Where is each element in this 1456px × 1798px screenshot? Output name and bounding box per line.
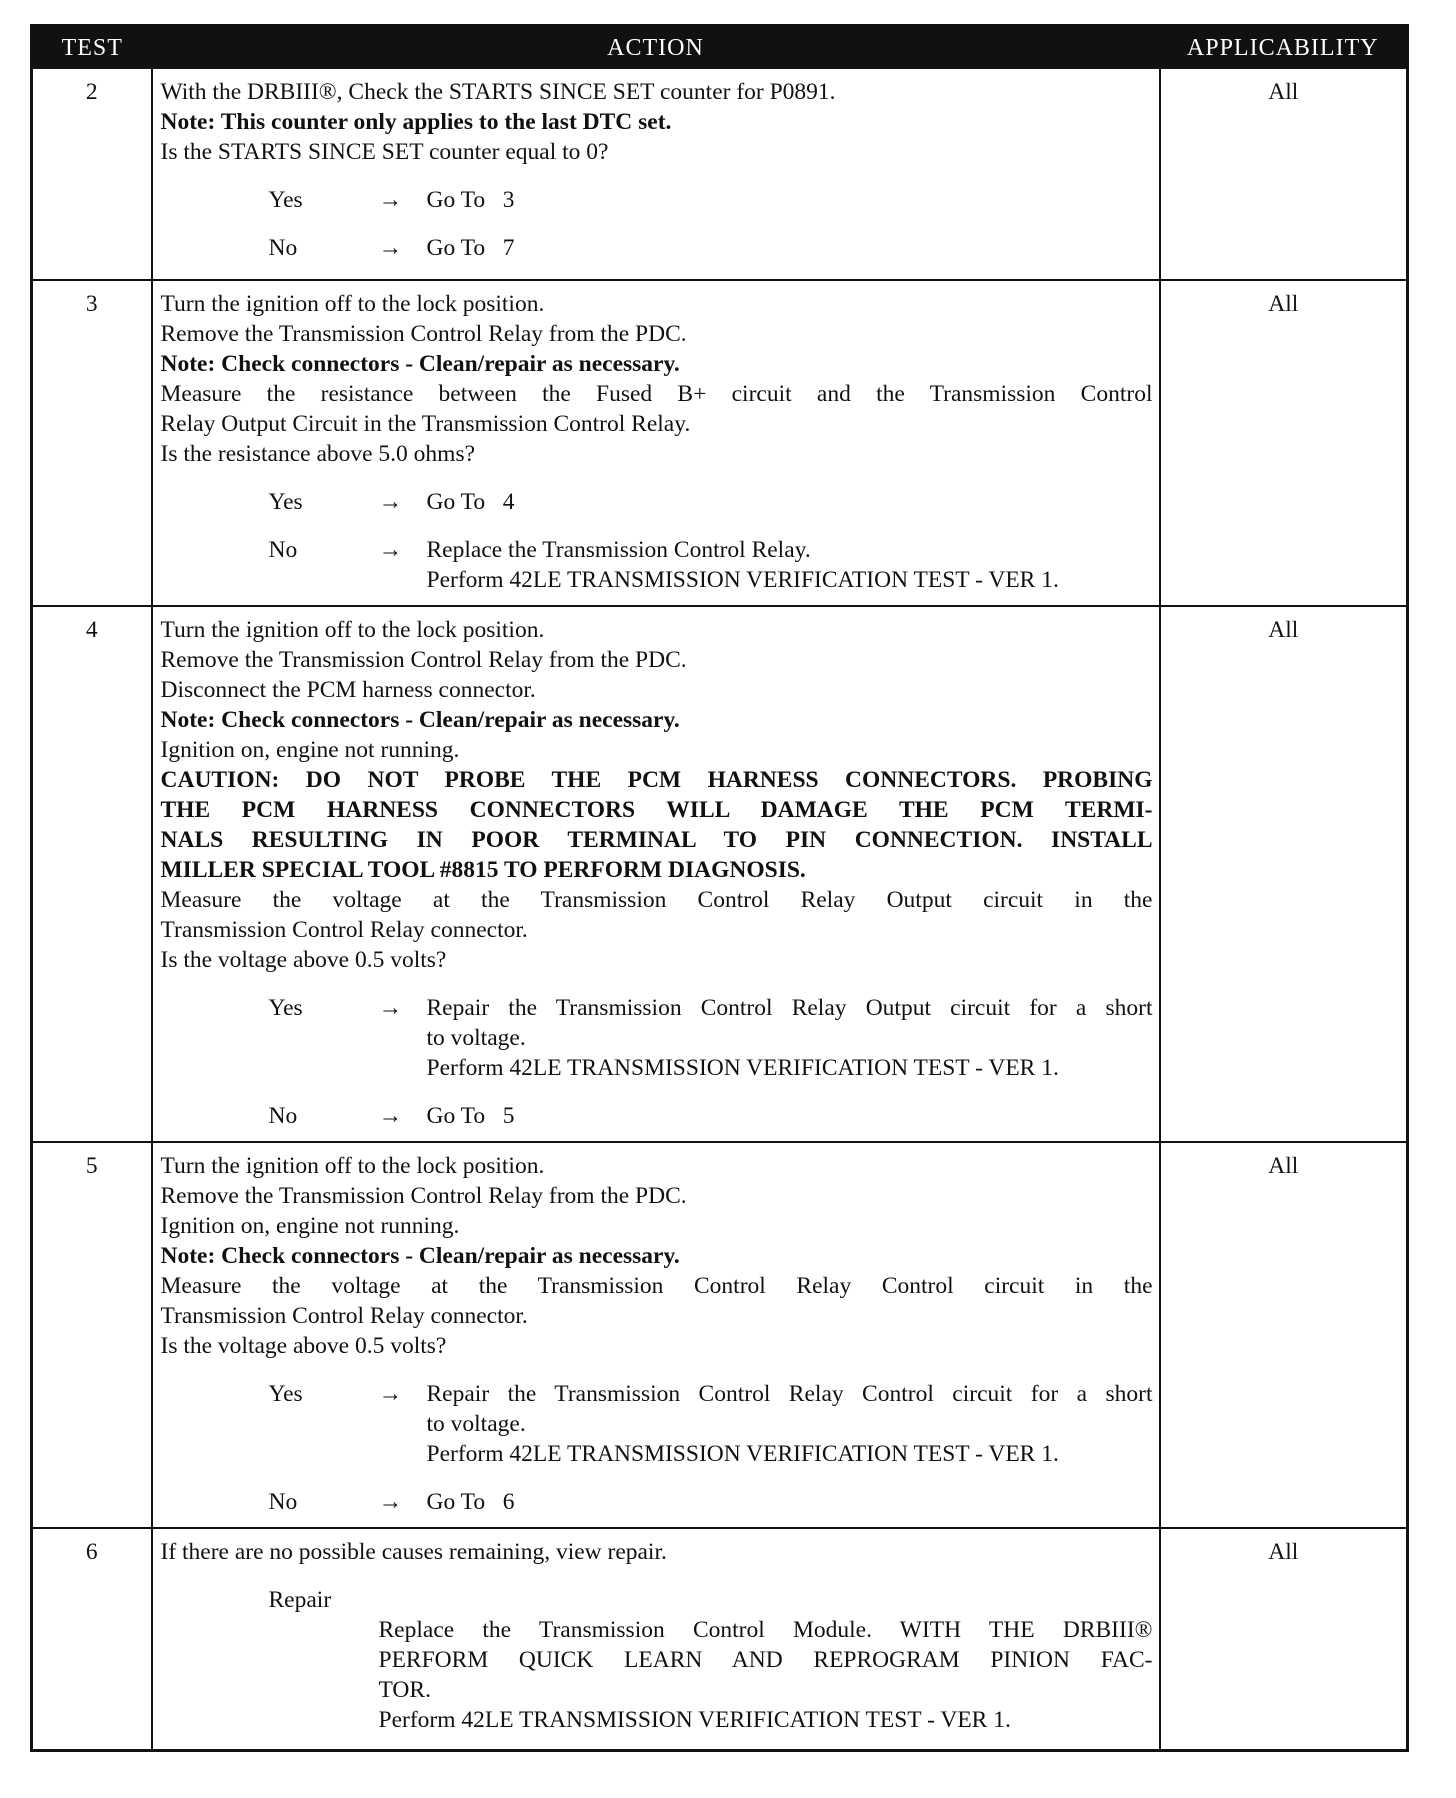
action-line: Remove the Transmission Control Relay from the PDC.	[160, 1183, 687, 1209]
action-line: Measure the voltage at the Transmission Control Relay Output circuit in the	[160, 887, 1153, 913]
repair-label: Repair	[268, 1587, 332, 1613]
action-cell	[152, 1142, 1160, 1528]
answer-yes	[161, 185, 1153, 215]
action-line: Turn the ignition off to the lock position.	[160, 1153, 545, 1179]
answer-label: Yes	[268, 1381, 303, 1407]
answer-label: Yes	[268, 489, 303, 515]
arrow-icon: →	[378, 489, 402, 515]
answer-text: Repair the Transmission Control Relay Output circuit for a short	[426, 995, 1153, 1021]
question-line: Is the resistance above 5.0 ohms?	[160, 441, 476, 467]
repair-text: Perform 42LE TRANSMISSION VERIFICATION TEST - VER 1.	[378, 1707, 1011, 1733]
caution-line: MILLER SPECIAL TOOL #8815 TO PERFORM DIAGNOSIS.	[160, 857, 806, 883]
answer-yes	[161, 993, 1153, 1083]
answer-yes	[161, 487, 1153, 517]
applicability-value: All	[1160, 280, 1408, 606]
table-header-row	[32, 26, 1408, 69]
action-line: Disconnect the PCM harness connector.	[160, 677, 536, 703]
answer-text: Go To 7	[426, 235, 515, 261]
note-line: Note: Check connectors - Clean/repair as necessary.	[160, 1243, 680, 1269]
caution-line: NALS RESULTING IN POOR TERMINAL TO PIN CONNECTION. INSTALL	[160, 827, 1153, 853]
answer-text: to voltage.	[426, 1411, 526, 1437]
header-test: TEST	[32, 26, 152, 69]
answer-text: Repair the Transmission Control Relay Control circuit for a short	[426, 1381, 1153, 1407]
arrow-icon: →	[378, 537, 402, 563]
note-line: Note: Check connectors - Clean/repair as necessary.	[160, 707, 680, 733]
caution-line: THE PCM HARNESS CONNECTORS WILL DAMAGE THE PCM TERMI-	[160, 797, 1153, 823]
header-applicability: APPLICABILITY	[1160, 26, 1408, 69]
answer-label: Yes	[268, 187, 303, 213]
answer-text: Perform 42LE TRANSMISSION VERIFICATION TEST - VER 1.	[426, 1055, 1059, 1081]
table-row	[32, 68, 1408, 280]
action-line: Turn the ignition off to the lock position.	[160, 617, 545, 643]
note-line: Note: Check connectors - Clean/repair as necessary.	[160, 351, 680, 377]
question-line: Is the STARTS SINCE SET counter equal to 0?	[160, 139, 609, 165]
answer-label: No	[268, 1103, 298, 1129]
action-line: Relay Output Circuit in the Transmission Control Relay.	[160, 411, 691, 437]
answer-no	[161, 1487, 1153, 1517]
action-line: Remove the Transmission Control Relay from the PDC.	[160, 321, 687, 347]
action-line: Measure the resistance between the Fused B+ circuit and the Transmission Control	[160, 381, 1153, 407]
action-line: Turn the ignition off to the lock position.	[160, 291, 545, 317]
answer-label: No	[268, 235, 298, 261]
arrow-icon: →	[378, 1103, 402, 1129]
answer-no	[161, 1101, 1153, 1131]
answer-text: Perform 42LE TRANSMISSION VERIFICATION TEST - VER 1.	[426, 1441, 1059, 1467]
note-line: Note: This counter only applies to the last DTC set.	[160, 109, 672, 135]
arrow-icon: →	[378, 1489, 402, 1515]
diagnostic-test-table	[30, 24, 1409, 1752]
table-row	[32, 1142, 1408, 1528]
answer-label: No	[268, 1489, 298, 1515]
action-line: Ignition on, engine not running.	[160, 1213, 460, 1239]
action-cell	[152, 280, 1160, 606]
repair-text: Replace the Transmission Control Module. WITH THE DRBIII®	[378, 1617, 1153, 1643]
action-line: If there are no possible causes remaining, view repair.	[160, 1539, 667, 1565]
test-number: 3	[32, 280, 152, 606]
action-cell	[152, 1528, 1160, 1750]
repair-text: TOR.	[378, 1677, 431, 1703]
answer-label: Yes	[268, 995, 303, 1021]
action-cell	[152, 606, 1160, 1142]
table-row	[32, 606, 1408, 1142]
action-line: Transmission Control Relay connector.	[160, 1303, 528, 1329]
answer-text: Go To 3	[426, 187, 515, 213]
answer-text: to voltage.	[426, 1025, 526, 1051]
caution-line: CAUTION: DO NOT PROBE THE PCM HARNESS CONNECTORS. PROBING	[160, 767, 1153, 793]
header-action: ACTION	[152, 26, 1160, 69]
test-number: 6	[32, 1528, 152, 1750]
arrow-icon: →	[378, 995, 402, 1021]
question-line: Is the voltage above 0.5 volts?	[160, 947, 447, 973]
action-line: With the DRBIII®, Check the STARTS SINCE SET counter for P0891.	[160, 79, 836, 105]
test-number: 2	[32, 68, 152, 280]
arrow-icon: →	[378, 187, 402, 213]
diagnostic-table-sheet	[30, 24, 1406, 1752]
repair-text: PERFORM QUICK LEARN AND REPROGRAM PINION FAC-	[378, 1647, 1153, 1673]
applicability-value: All	[1160, 1142, 1408, 1528]
answer-text: Go To 4	[426, 489, 515, 515]
question-line: Is the voltage above 0.5 volts?	[160, 1333, 447, 1359]
test-number: 4	[32, 606, 152, 1142]
arrow-icon: →	[378, 235, 402, 261]
test-number: 5	[32, 1142, 152, 1528]
action-line: Ignition on, engine not running.	[160, 737, 460, 763]
action-line: Transmission Control Relay connector.	[160, 917, 528, 943]
answer-text-group	[427, 1379, 1153, 1469]
answer-text-group	[427, 535, 1153, 595]
answer-label: No	[268, 537, 298, 563]
table-row	[32, 280, 1408, 606]
answer-no	[161, 233, 1153, 263]
action-cell	[152, 68, 1160, 280]
answer-yes	[161, 1379, 1153, 1469]
answer-no	[161, 535, 1153, 595]
answer-text: Replace the Transmission Control Relay.	[426, 537, 811, 563]
action-line: Measure the voltage at the Transmission Control Relay Control circuit in the	[160, 1273, 1153, 1299]
applicability-value: All	[1160, 68, 1408, 280]
answer-text-group	[427, 993, 1153, 1083]
applicability-value: All	[1160, 606, 1408, 1142]
applicability-value: All	[1160, 1528, 1408, 1750]
table-row	[32, 1528, 1408, 1750]
action-line: Remove the Transmission Control Relay from the PDC.	[160, 647, 687, 673]
answer-text: Go To 5	[426, 1103, 515, 1129]
repair-text-group	[161, 1615, 1153, 1735]
answer-text: Go To 6	[426, 1489, 515, 1515]
answer-text: Perform 42LE TRANSMISSION VERIFICATION TEST - VER 1.	[426, 567, 1059, 593]
arrow-icon: →	[378, 1381, 402, 1407]
